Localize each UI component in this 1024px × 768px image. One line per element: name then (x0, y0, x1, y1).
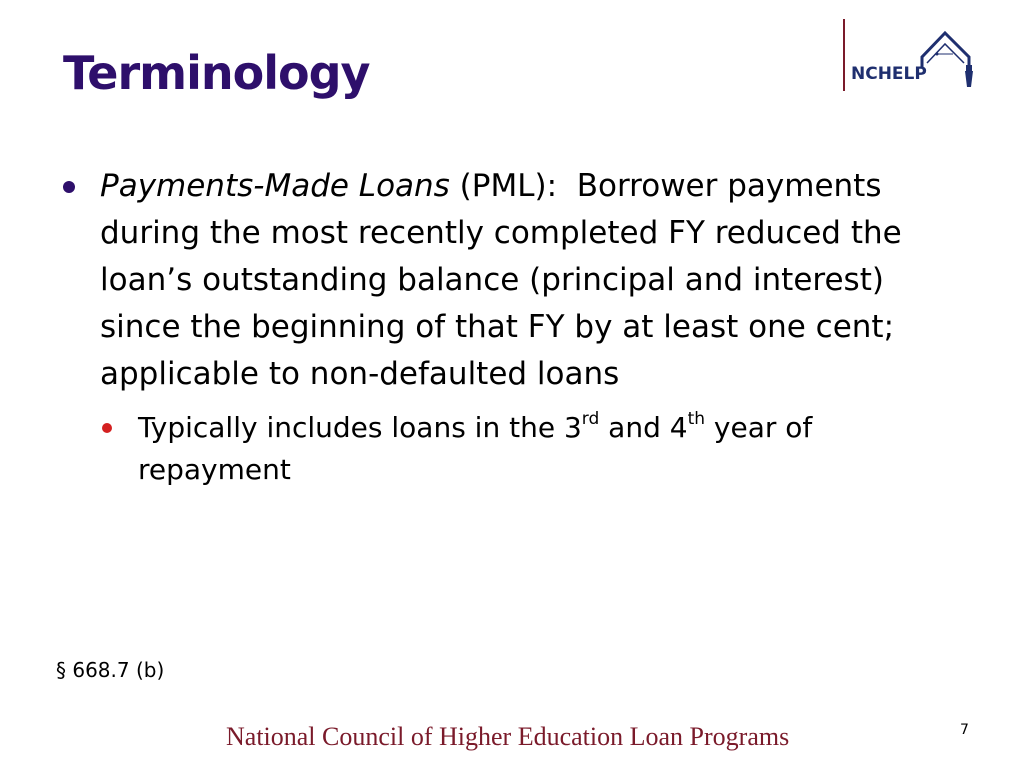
term-abbreviation: (PML): (449, 168, 558, 204)
logo-text: NCHELP (851, 64, 927, 84)
sub-bullet-text-1: Typically includes loans in the 3 (138, 411, 582, 444)
page-number: 7 (960, 722, 969, 738)
sub-bullet-repayment-years (100, 407, 918, 491)
bullet-dot (63, 181, 75, 193)
term-label: Payments-Made Loans (100, 168, 450, 204)
ordinal-suffix-rd: rd (581, 408, 600, 429)
sub-bullet-text-2: and 4 (599, 411, 688, 444)
footer-organization: National Council of Higher Education Loan Programs (226, 722, 790, 751)
ordinal-suffix-th: th (687, 408, 706, 429)
sub-bullet-dot (102, 423, 112, 433)
bullet-payments-made-loans (62, 163, 942, 398)
slide-title: Terminology (63, 46, 370, 100)
sub-bullet-text-3: year of repayment (138, 411, 813, 486)
nchelp-logo (843, 19, 981, 91)
slide-body (62, 163, 942, 491)
regulation-citation: § 668.7 (b) (56, 658, 165, 682)
term-definition: Borrower payments during the most recently completed FY reduced the loan’s outstanding balance (principal and interest) since the beginning of that FY by at least one cent; applicable to non-defaulted loans (100, 168, 912, 392)
